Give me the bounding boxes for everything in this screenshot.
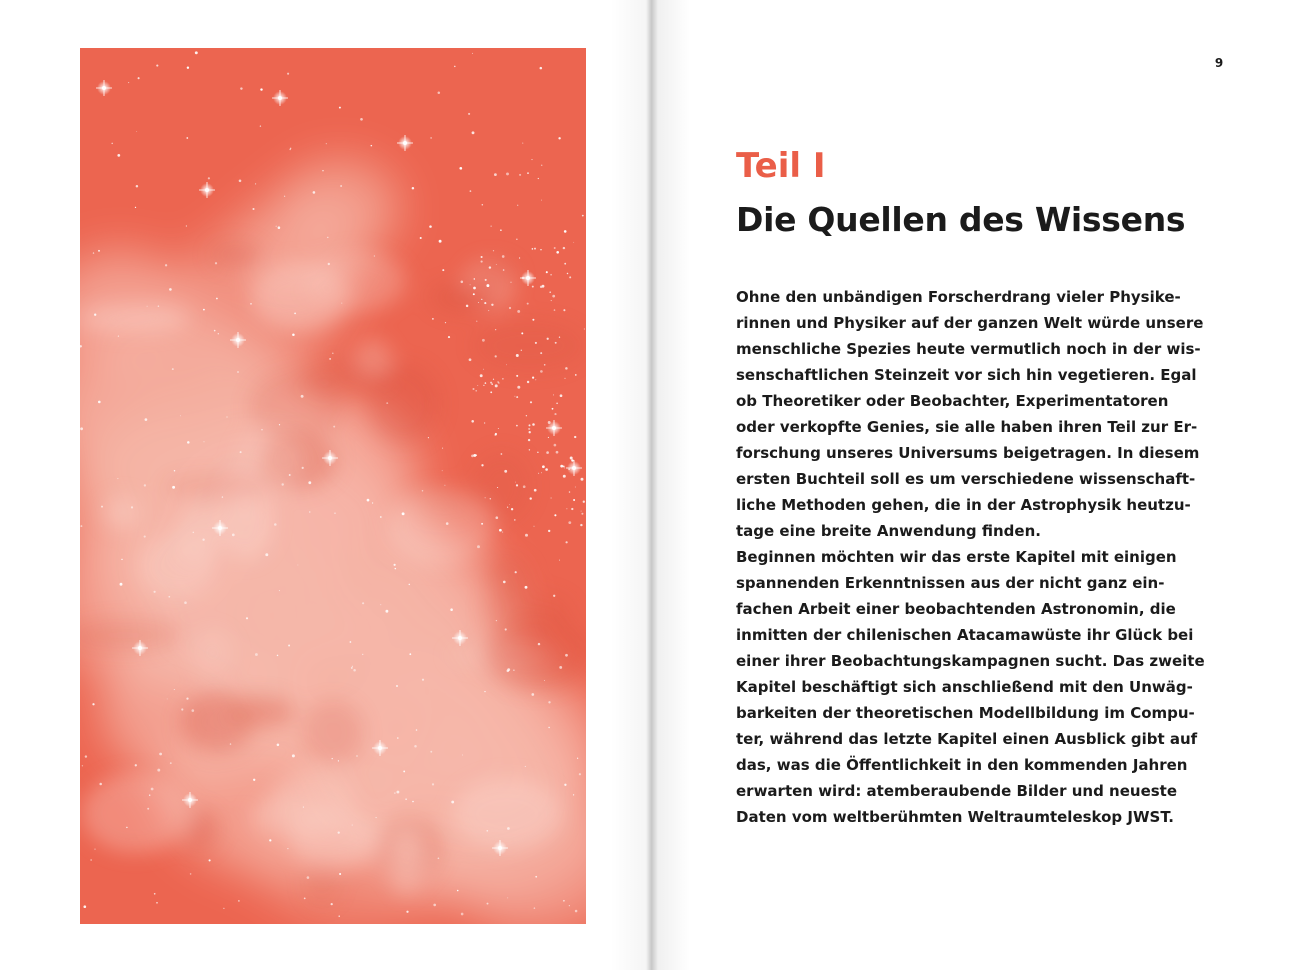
body-line: fachen Arbeit einer beobachtenden Astronomin, die: [736, 600, 1176, 618]
body-line: spannenden Erkenntnissen aus der nicht ganz ein-: [736, 574, 1165, 592]
body-line: das, was die Öffentlichkeit in den kommenden Jahren: [736, 756, 1188, 774]
body-line: Ohne den unbändigen Forscherdrang vieler Physike-: [736, 288, 1181, 306]
body-line: forschung unseres Universums beigetragen. In diesem: [736, 444, 1200, 462]
body-line: tage eine breite Anwendung finden.: [736, 522, 1041, 540]
body-line: Beginnen möchten wir das erste Kapitel mit einigen: [736, 548, 1177, 566]
body-line: barkeiten der theoretischen Modellbildung im Compu-: [736, 704, 1195, 722]
body-line: rinnen und Physiker auf der ganzen Welt würde unsere: [736, 314, 1204, 332]
nebula-star-field-illustration: [80, 48, 586, 924]
body-line: ersten Buchteil soll es um verschiedene wissenschaft-: [736, 470, 1196, 488]
body-line: einer ihrer Beobachtungskampagnen sucht. Das zweite: [736, 652, 1205, 670]
body-line: inmitten der chilenischen Atacamawüste ihr Glück bei: [736, 626, 1194, 644]
body-paragraphs: [736, 284, 1205, 830]
part-title: Die Quellen des Wissens: [736, 200, 1186, 239]
body-line: erwarten wird: atemberaubende Bilder und neueste: [736, 782, 1178, 800]
body-line: menschliche Spezies heute vermutlich noch in der wis-: [736, 340, 1201, 358]
page-number: 9: [1214, 56, 1224, 70]
body-line: oder verkopfte Genies, sie alle haben ihren Teil zur Er-: [736, 418, 1198, 436]
body-line: senschaftlichen Steinzeit vor sich hin vegetieren. Egal: [736, 366, 1197, 384]
body-line: liche Methoden gehen, die in der Astrophysik heutzu-: [736, 496, 1191, 514]
body-line: Kapitel beschäftigt sich anschließend mit den Unwäg-: [736, 678, 1193, 696]
part-label: Teil I: [736, 146, 826, 186]
body-line: Daten vom weltberühmten Weltraumteleskop JWST.: [736, 808, 1174, 826]
body-line: ter, während das letzte Kapitel einen Ausblick gibt auf: [736, 730, 1198, 748]
body-line: ob Theoretiker oder Beobachter, Experimentatoren: [736, 392, 1169, 410]
nebula-image: [80, 48, 586, 924]
